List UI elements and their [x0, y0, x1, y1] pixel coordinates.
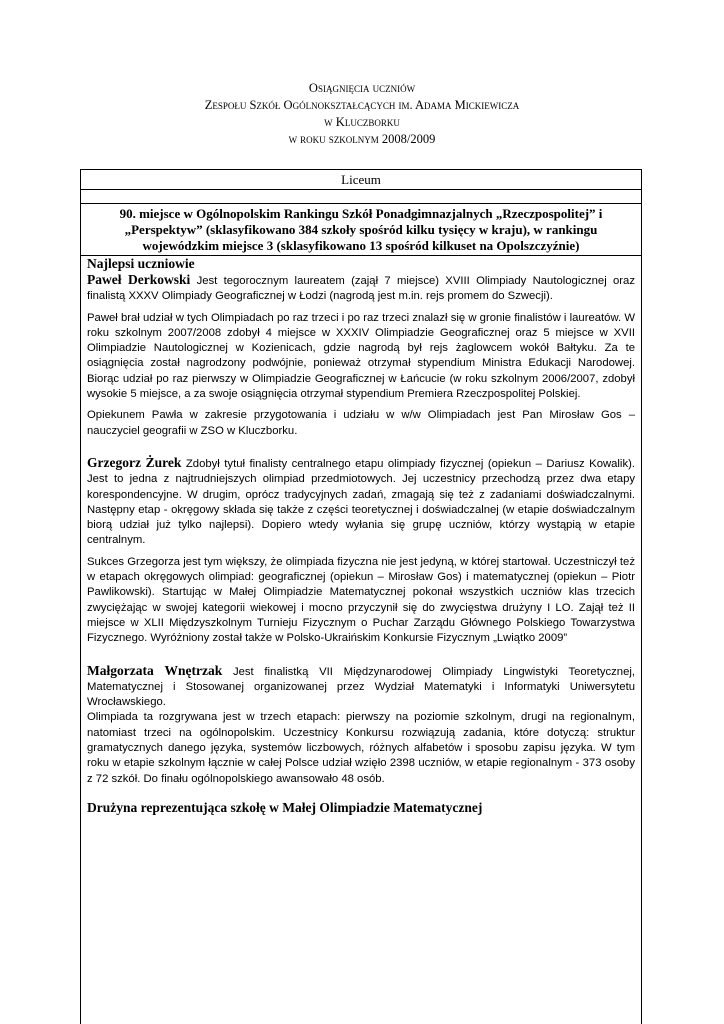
- title-line-year: w roku szkolnym 2008/2009: [288, 132, 436, 146]
- team-heading: Drużyna reprezentująca szkołę w Małej Olimpiadzie Matematycznej: [87, 799, 483, 815]
- student-name-zurek: Grzegorz Żurek: [87, 454, 182, 470]
- student-derkowski-mentor: Opiekunem Pawła w zakresie przygotowania i udziału w w/w Olimpiadach jest Pan Mirosław Gos – nauczyciel geografii w ZSO w Kluczborku.: [87, 409, 635, 437]
- student-wnetrzak-details: Olimpiada ta rozgrywana jest w trzech etapach: pierwszy na poziomie szkolnym, drugi na regionalnym, natomiast trzeci na ogólnopolskim. Uczestnicy Konkursu rozwiązują zadania, które dotyczą: struktur gramatycznych danego języka, systemów liczbowych, różnych alfabetów i sposobu zapisu języka. W tym roku w etapie szkolnym łącznie w całej Polsce udział wzięło 2398 uczniów, w etapie regionalnym - 373 osoby z 72 szkół. Do finału ogólnopolskiego awansowało 48 osób.: [87, 711, 635, 785]
- ranking-summary: 90. miejsce w Ogólnopolskim Rankingu Szkół Ponadgimnazjalnych „Rzeczpospolitej” i „Perspektyw” (sklasyfikowano 384 szkoły spośród kilku tysięcy w kraju), w rankingu wojewódzkim miejsce 3 (sklasyfikowano 13 spośród kilkuset na Opolszczyźnie): [81, 204, 641, 256]
- title-line-school: Zespołu Szkół Ogólnokształcących im. Adama Mickiewicza: [204, 98, 520, 112]
- spacer: [87, 439, 635, 455]
- achievements-table: [80, 169, 642, 1024]
- section-label-liceum: Liceum: [81, 170, 641, 190]
- best-students-section: [81, 256, 641, 816]
- title-line-city: w Kluczborku: [324, 115, 400, 129]
- empty-row: [81, 190, 641, 204]
- student-derkowski-details: Paweł brał udział w tych Olimpiadach po raz trzeci i po raz trzeci znalazł się w gronie finalistów i laureatów. W roku szkolnym 2007/2008 zdobył 4 miejsce w XXXIV Olimpiadzie Geograficznej oraz 5 miejsce w XVII Olimpiadzie Nautologicznej w Kozienicach, gdzie nagrodą był rejs żaglowcem wokół Bałtyku. Za te osiągnięcia został nagrodzony podwójnie, ponieważ otrzymał stypendium Ministra Edukacji Narodowej. Biorąc udział po raz pierwszy w Olimpiadzie Geograficznej w Łańcucie (w roku szkolnym 2006/2007, zdobył wysokie 5 miejsce, a za swoje osiągnięcia otrzymał stypendium Premiera Rzeczpospolitej Polskiej.: [87, 311, 635, 401]
- student-name-wnetrzak: Małgorzata Wnętrzak: [87, 662, 223, 678]
- student-zurek-intro: Grzegorz Żurek Zdobył tytuł finalisty centralnego etapu olimpiady fizycznej (opiekun – Dariusz Kowalik). Jest to jedna z najtrudniejszych olimpiad przedmiotowych. Jej uczestnicy przechodzą przez dwa etapy korespondencyjne. W drugim, oprócz tradycyjnych zadań, zmagają się też z zadaniami doświadczalnymi. Następny etap - okręgowy składa się także z części teoretycznej i doświadczalnej (w etapie doświadczalnym biorą udział już tylko najlepsi). Dopiero wtedy wyłania się grupę uczniów, którzy wystąpią w etapie centralnym.: [87, 454, 635, 547]
- best-students-heading: Najlepsi uczniowie: [87, 256, 195, 271]
- student-zurek-details: Sukces Grzegorza jest tym większy, że olimpiada fizyczna nie jest jedyną, w której startował. Uczestniczył też w etapach okręgowych olimpiad: geograficznej (opiekun – Mirosław Gos) i matematycznej (opiekun – Piotr Pawlikowski). Startując w Małej Olimpiadzie Matematycznej pokonał wszystkich uczniów klas trzecich zwyciężając w swojej kategorii wiekowej i mocno przyczynił się do zwycięstwa drużyny I LO. Zajął też II miejsce w XLII Międzyszkolnym Turnieju Fizycznym o Puchar Zarządu Głównego Polskiego Towarzystwa Fizycznego. Wyróżniony został także w Polsko-Ukraińskim Konkursie Fizycznym „Lwiątko 2009”: [87, 555, 635, 645]
- spacer: [87, 647, 635, 663]
- student-wnetrzak-intro: Małgorzata Wnętrzak Jest finalistką VII Międzynarodowej Olimpiady Lingwistyki Teoretycznej, Matematycznej i Stosowanej organizowanej przez Wydział Matematyki i Informatyki Uniwersytetu Wrocławskiego.: [87, 662, 635, 709]
- document-title: [0, 80, 724, 148]
- title-line-achievements: Osiągnięcia uczniów: [308, 81, 416, 95]
- student-name-derkowski: Paweł Derkowski: [87, 272, 191, 287]
- student-derkowski-intro: Paweł Derkowski Jest tegorocznym laureatem (zajął 7 miejsce) XVIII Olimpiady Nautologicznej oraz finalistą XXXV Olimpiady Geograficznej w Łodzi (nagrodą jest m.in. rejs promem do Szwecji).: [87, 272, 635, 303]
